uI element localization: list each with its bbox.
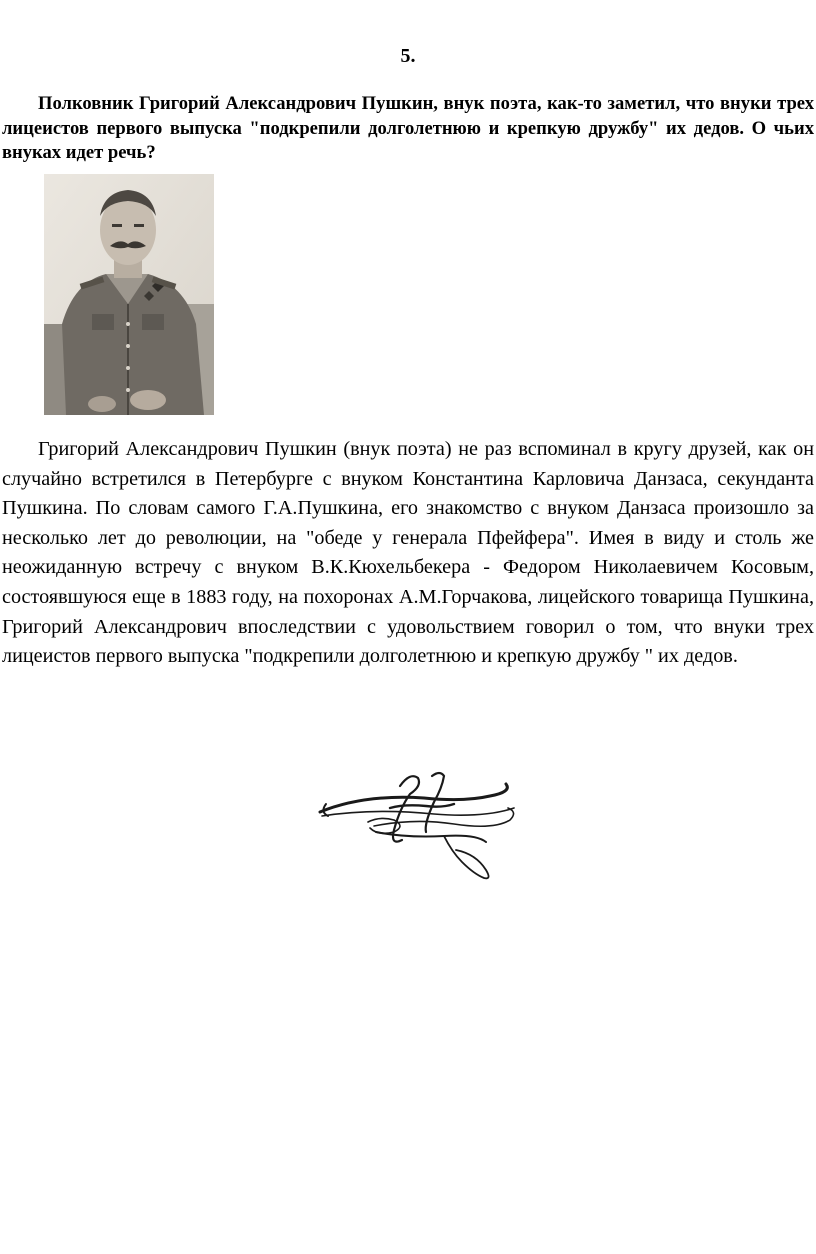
question-text: Полковник Григорий Александрович Пушкин, внук поэта, как-то заметил, что внуки трех лицеистов первого выпуска "подкрепили долголетнюю и крепкую дружбу" их дедов. О чьих внуках идет речь? <box>2 93 814 163</box>
answer-text: Григорий Александрович Пушкин (внук поэта) не раз вспоминал в кругу друзей, как он случайно встретился в Петербурге с внуком Константина Карловича Данзаса, секунданта Пушкина. По словам самого Г.А.Пушкина, его знакомство с внуком Данзаса произошло за несколько лет до революции, на "обеде у генерала Пфейфера". Имея в виду и столь же неожиданную встречу с внуком В.К.Кюхельбекера - Федором Николаевичем Косовым, состоявшуюся еще в 1883 году, на похоронах А.М.Горчакова, лицейского товарища Пушкина, Григорий Александрович впоследствии с удовольствием говорил о том, что внуки трех лицеистов первого выпуска "подкрепили долголетнюю и крепкую дружбу " их дедов. <box>2 438 814 668</box>
portrait-photo-icon <box>44 174 214 415</box>
portrait-photo <box>44 174 214 415</box>
page-number: 5. <box>400 45 416 67</box>
calligraphic-flourish-icon <box>314 768 524 890</box>
signature <box>314 768 524 890</box>
